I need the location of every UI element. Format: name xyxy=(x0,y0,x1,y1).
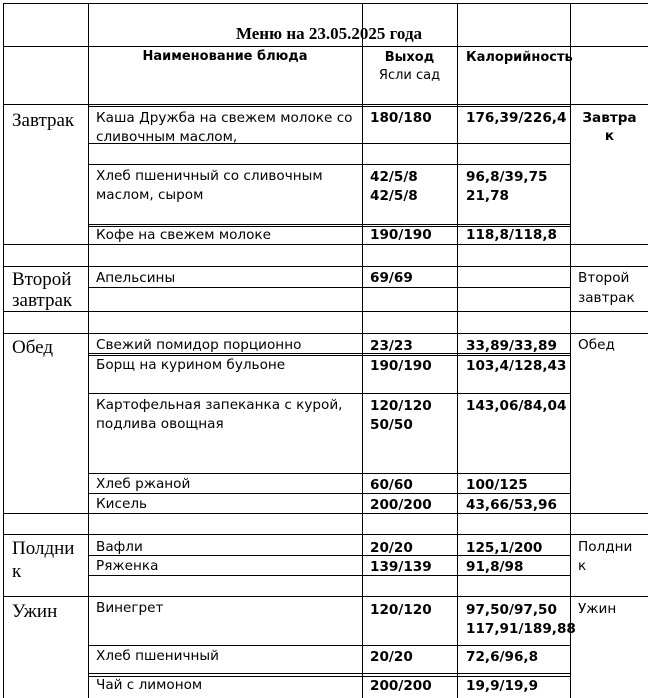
dish-calories: 72,6/96,8 xyxy=(466,649,539,665)
dish-calories: 103,4/128,43 xyxy=(466,358,567,374)
dish-portion: 139/139 xyxy=(370,559,432,575)
dish-calories: 118,8/118,8 xyxy=(466,227,557,243)
dish-name: Кофе на свежем молоке xyxy=(96,227,271,243)
dish-portion: 200/200 xyxy=(370,497,432,513)
dish-calories: 43,66/53,96 xyxy=(466,497,557,513)
dish-portion: 190/190 xyxy=(370,227,432,243)
right-meal-label-breakfast: Завтра xyxy=(582,110,637,126)
right-meal-label-lunch: Обед xyxy=(578,337,615,353)
dish-name: маслом, сыром xyxy=(96,187,204,203)
dish-name: Картофельная запеканка с курой, xyxy=(96,397,343,413)
dish-portion: 20/20 xyxy=(370,649,413,665)
right-meal-label-second-breakfast: Второй xyxy=(578,270,630,286)
dish-calories: 117,91/189,88 xyxy=(466,621,576,637)
dish-name: Хлеб ржаной xyxy=(96,476,191,492)
portion-subheader: Ясли сад xyxy=(378,68,441,83)
dish-name: Чай с лимоном xyxy=(96,677,203,693)
dish-portion: 20/20 xyxy=(370,540,413,556)
dish-name: сливочным маслом, xyxy=(96,129,238,145)
dish-calories: 91,8/98 xyxy=(466,559,524,575)
dish-portion: 42/5/8 xyxy=(370,169,418,185)
dish-calories: 33,89/33,89 xyxy=(466,338,557,354)
calorie-column-header: Калорийность xyxy=(466,50,573,65)
dish-calories: 125,1/200 xyxy=(466,540,543,556)
dish-name: Борщ на курином бульоне xyxy=(96,357,286,373)
dish-portion: 120/120 xyxy=(370,602,432,618)
meal-label-second-breakfast: Второй xyxy=(12,269,72,290)
portion-column-header: Выход xyxy=(384,50,435,65)
dish-calories: 176,39/226,4 xyxy=(466,110,567,126)
dish-portion: 23/23 xyxy=(370,338,413,354)
right-meal-label-second-breakfast: завтрак xyxy=(578,290,635,306)
meal-label-snack: к xyxy=(12,561,22,582)
dish-calories: 96,8/39,75 xyxy=(466,169,548,185)
dish-portion: 200/200 xyxy=(370,678,432,694)
dish-name: Хлеб пшеничный со сливочным xyxy=(96,168,323,184)
right-meal-label-snack: к xyxy=(578,558,587,574)
dish-name: подлива овощная xyxy=(96,416,224,432)
dish-portion: 50/50 xyxy=(370,417,413,433)
meal-label-lunch: Обед xyxy=(12,337,53,358)
meal-label-second-breakfast: завтрак xyxy=(12,290,73,311)
meal-label-breakfast: Завтрак xyxy=(12,110,75,131)
meal-label-snack: Полдни xyxy=(12,538,75,559)
dish-name: Хлеб пшеничный xyxy=(96,648,219,664)
dish-portion: 60/60 xyxy=(370,477,413,493)
dish-calories: 143,06/84,04 xyxy=(466,398,567,414)
dish-column-header: Наименование блюда xyxy=(142,49,308,64)
meal-label-dinner: Ужин xyxy=(12,601,58,622)
dish-calories: 19,9/19,9 xyxy=(466,678,539,694)
dish-portion: 120/120 xyxy=(370,398,432,414)
dish-portion: 190/190 xyxy=(370,358,432,374)
dish-name: Каша Дружба на свежем молоке со xyxy=(96,110,353,126)
page-title: Меню на 23.05.2025 года xyxy=(235,24,423,43)
dish-portion: 180/180 xyxy=(370,110,432,126)
dish-portion: 42/5/8 xyxy=(370,188,418,204)
dish-calories: 100/125 xyxy=(466,477,528,493)
dish-name: Апельсины xyxy=(96,270,176,286)
dish-portion: 69/69 xyxy=(370,270,413,286)
dish-name: Вафли xyxy=(96,539,143,555)
right-meal-label-snack: Полдни xyxy=(578,539,633,555)
dish-name: Ряженка xyxy=(96,558,159,574)
dish-calories: 97,50/97,50 xyxy=(466,602,557,618)
dish-name: Винегрет xyxy=(96,600,164,616)
dish-calories: 21,78 xyxy=(466,188,509,204)
right-meal-label-breakfast: к xyxy=(604,128,615,144)
dish-name: Кисель xyxy=(96,496,148,512)
dish-name: Свежий помидор порционно xyxy=(96,337,302,353)
right-meal-label-dinner: Ужин xyxy=(578,601,617,617)
